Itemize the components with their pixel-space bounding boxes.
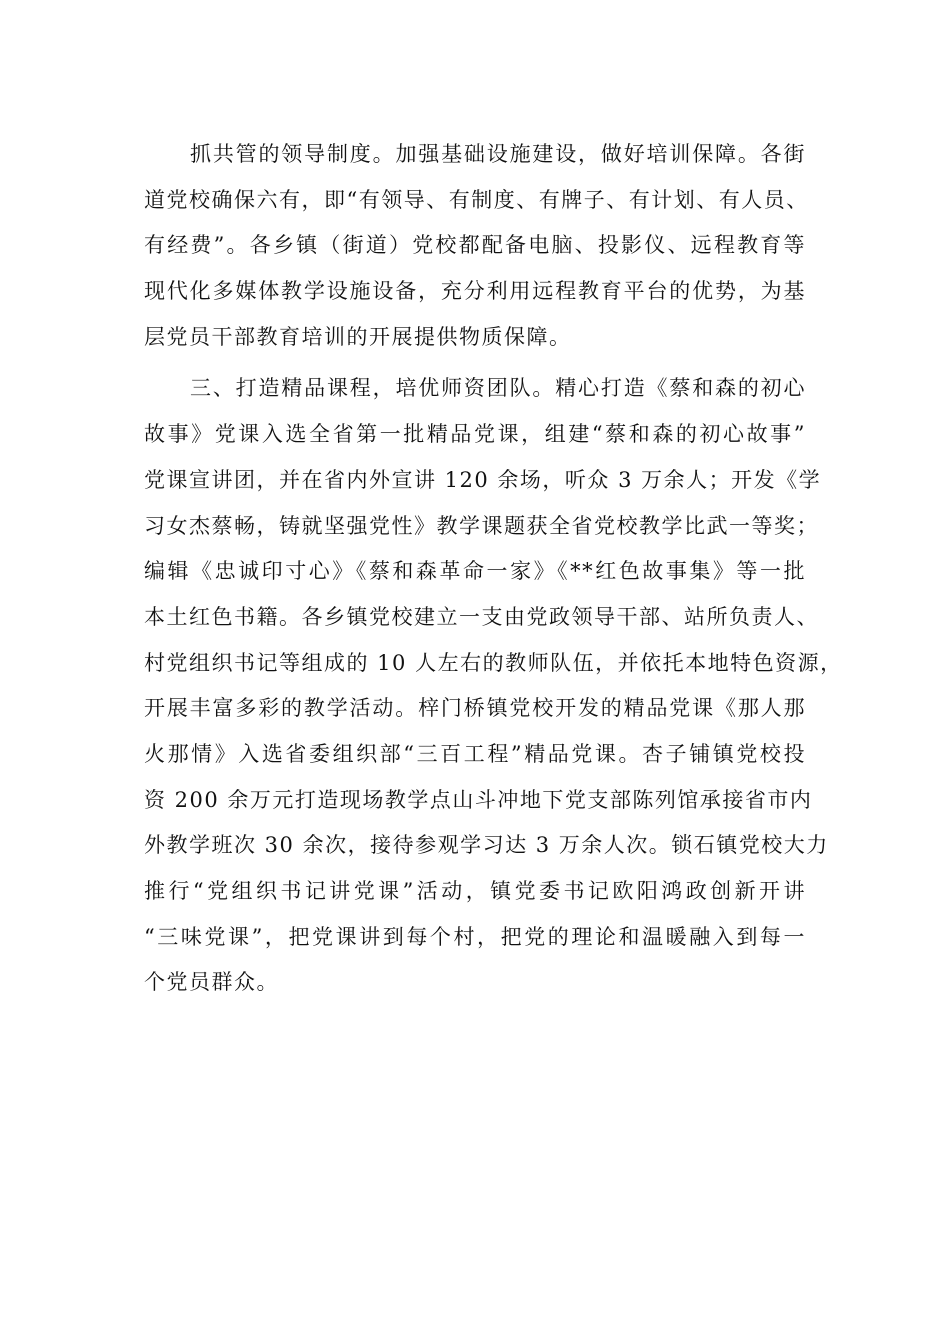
text-line: 资 200 余万元打造现场教学点山斗冲地下党支部陈列馆承接省市内 (144, 787, 813, 812)
text-line: 个党员群众。 (144, 970, 279, 995)
text-line: 编辑《忠诚印寸心》《蔡和森革命一家》《**红色故事集》等一批 (144, 559, 806, 584)
paragraph-infrastructure (144, 132, 809, 360)
text-line: 抓共管的领导制度。加强基础设施建设，做好培训保障。各街 (190, 142, 806, 166)
paragraph-curriculum (144, 366, 843, 1006)
text-line: 开展丰富多彩的教学活动。梓门桥镇党校开发的精品党课《那人那 (144, 696, 806, 721)
text-line: 外教学班次 30 余次，接待参观学习达 3 万余人次。锁石镇党校大力 (144, 833, 829, 858)
text-line: 党课宣讲团，并在省内外宣讲 120 余场，听众 3 万余人；开发《学 (144, 467, 822, 492)
text-line: 现代化多媒体教学设施设备，充分利用远程教育平台的优势，为基 (144, 279, 806, 304)
text-line: 火那情》入选省委组织部“三百工程”精品党课。杏子铺镇党校投 (144, 741, 806, 766)
text-line: 推行“党组织书记讲党课”活动，镇党委书记欧阳鸿政创新开讲 (144, 879, 806, 903)
text-line: 故事》党课入选全省第一批精品党课，组建“蔡和森的初心故事” (144, 422, 806, 447)
text-line: 本土红色书籍。各乡镇党校建立一支由党政领导干部、站所负责人、 (144, 604, 819, 629)
text-line: 三、打造精品课程，培优师资团队。精心打造《蔡和森的初心 (190, 376, 806, 401)
text-line: 村党组织书记等组成的 10 人左右的教师队伍，并依托本地特色资源， (144, 650, 843, 675)
text-line: 层党员干部教育培训的开展提供物质保障。 (144, 324, 572, 349)
text-line: 道党校确保六有，即“有领导、有制度、有牌子、有计划、有人员、 (144, 187, 809, 212)
text-line: “三味党课”，把党课讲到每个村，把党的理论和温暖融入到每一 (144, 924, 806, 949)
text-line: 有经费”。各乡镇（街道）党校都配备电脑、投影仪、远程教育等 (144, 233, 806, 258)
document-body (144, 132, 843, 1006)
text-line: 习女杰蔡畅，铸就坚强党性》教学课题获全省党校教学比武一等奖； (144, 513, 819, 538)
